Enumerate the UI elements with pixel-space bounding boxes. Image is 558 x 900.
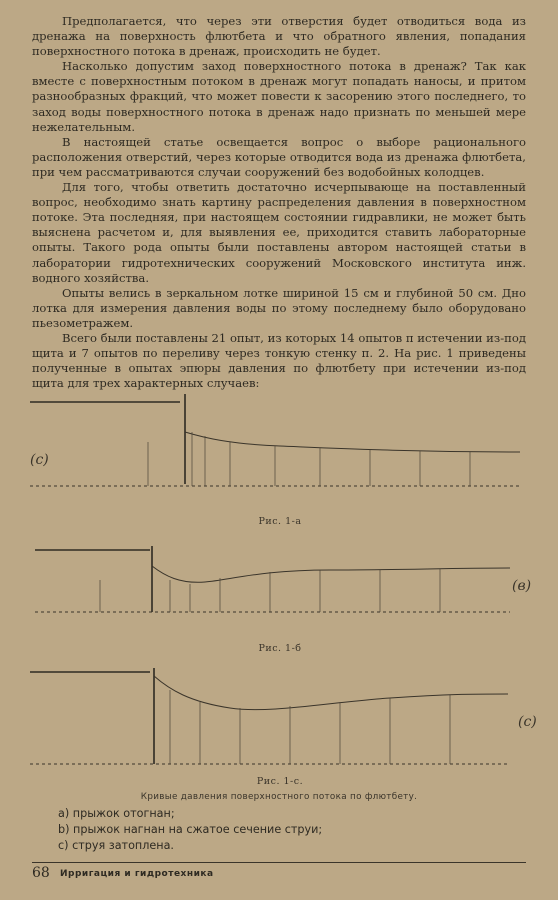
paragraph-2: Насколько допустим заход поверхностного потока в дренаж? Так как вместе с поверхностным потоком в дренаж могут попадать наносы, и притом разнообразных фракций, что может повести к засорению этого последнего, то заход воды поверхностного потока в дренаж надо признать по меньшей мере нежелательным. [32,59,526,134]
case-a: а) прыжок отогнан; [58,807,175,820]
journal-title: Ирригация и гидротехника [60,869,214,879]
paragraph-3: В настоящей статье освещается вопрос о выборе рационального расположения отверстий, через которые отводится вода из дренажа флютбета, при чем рассматриваются случаи сооружений без водобойных колодцев. [32,134,526,179]
page-footer [32,862,526,883]
figure-1b-marker: (в) [512,578,532,594]
figure-1c-pressure-curve [154,676,508,710]
figure-1b-pressure-curve [152,566,510,582]
figure-1c-marker: (с) [518,714,537,730]
case-b: b) прыжок нагнан на сжатое сечение струи; [58,823,323,836]
figure-1b-caption: Рис. 1-б [258,643,302,654]
article-body [32,14,526,391]
figure-1b-plot [30,540,538,630]
figure-subcaption: Кривые давления поверхностного потока по флютбету. [140,792,418,802]
figure-1a-plot [30,392,538,502]
figure-1c-caption: Рис. 1-с. [256,776,304,787]
page-number: 68 [32,865,50,881]
paragraph-5: Опыты велись в зеркальном лотке шириной 15 см и глубиной 50 см. Дно лотка для измерения давления воды по этому последнему было оборудовано пьезометражем. [32,285,526,330]
figure-1a-pressure-curve [185,432,520,452]
figure-1a-marker: (с) [30,452,49,468]
paragraph-6: Всего были поставлены 21 опыт, из которых 14 опытов п истечении из-под щита и 7 опытов по переливу через тонкую стенку п. 2. На рис. 1 приведены полученные в опытах эпюры давления по флютбету при истечении из-под щита для трех характерных случаев: [32,330,526,391]
figure-1a-caption: Рис. 1-а [258,516,302,527]
paragraph-4: Для того, чтобы ответить достаточно исчерпывающе на поставленный вопрос, необходимо знать картину распределения давления в поверхностном потоке. Эта последняя, при настоящем состоянии гидравлики, не может быть выяснена расчетом и, для выявления ее, приходится ставить лабораторные опыты. Такого рода опыты были поставлены автором настоящей статьи в лаборатории гидротехнических сооружений Московского института инж. водного хозяйства. [32,180,526,285]
cases-list [58,806,518,854]
figure-1c [30,660,538,770]
figure-1a [30,392,538,502]
figure-1c-plot [30,660,538,770]
figure-1b [30,540,538,630]
case-c: с) струя затоплена. [58,839,174,852]
paragraph-1: Предполагается, что через эти отверстия будет отводиться вода из дренажа на поверхность флютбета и что обратного явления, попадания поверхностного потока в дренаж, происходить не будет. [32,14,526,59]
